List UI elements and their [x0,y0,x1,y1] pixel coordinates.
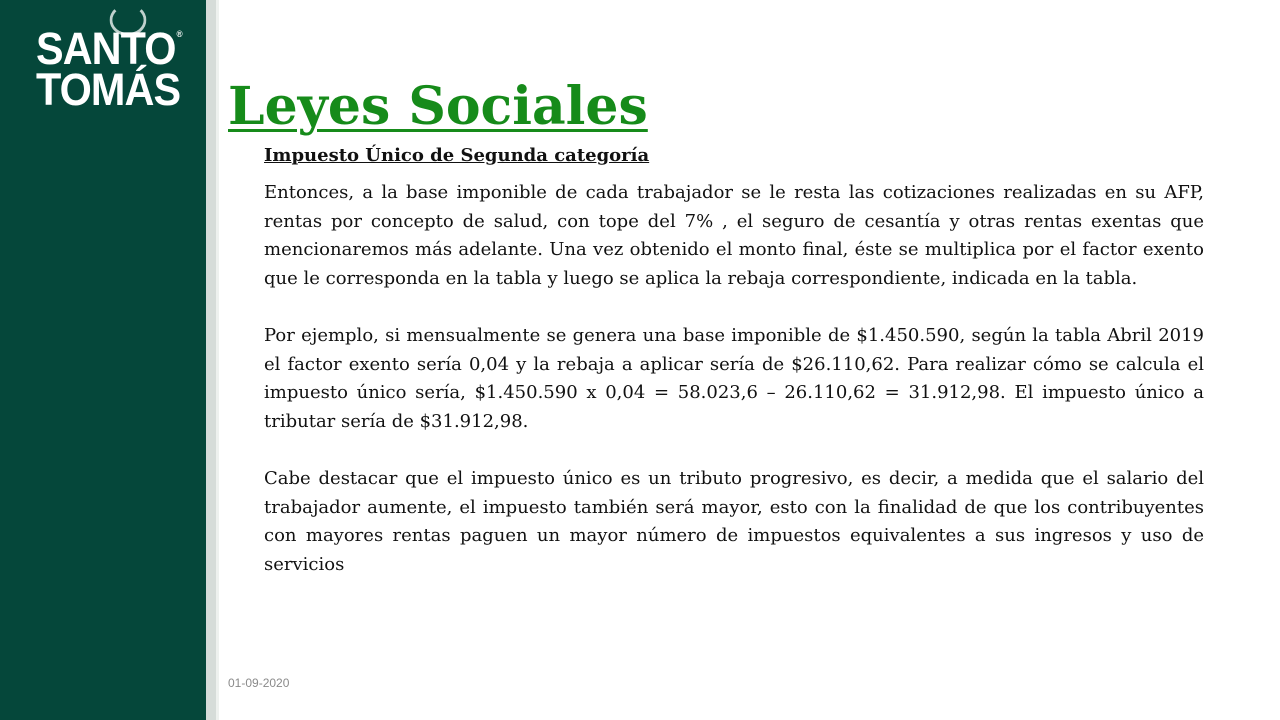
logo-arc-icon [110,4,147,36]
sidebar-divider [206,0,216,720]
paragraph-2: Por ejemplo, si mensualmente se genera una base imponible de $1.450.590, según la tabla Abril 2019 el factor exento sería 0,04 y la rebaja a aplicar sería de $26.110,62. Para realizar cómo se calcula el impuesto único sería, $1.450.590 x 0,04 = 58.023,6 – 26.110,62 = 31.912,98. El impuesto único a tributar sería de $31.912,98. [264,325,1204,432]
sidebar-divider-highlight [216,0,219,720]
sidebar-band [0,0,206,720]
slide-title: Leyes Sociales [228,76,648,137]
santo-tomas-logo [36,23,182,115]
slide-date: 01-09-2020 [228,676,290,690]
paragraph-1: Entonces, a la base imponible de cada trabajador se le resta las cotizaciones realizadas en su AFP, rentas por concepto de salud, con tope del 7% , el seguro de cesantía y otras rentas exentas que mencionaremos más adelante. Una vez obtenido el monto final, éste se multiplica por el factor exento que le corresponda en la tabla y luego se aplica la rebaja correspondiente, indicada en la tabla. [264,182,1204,289]
paragraph-3: Cabe destacar que el impuesto único es un tributo progresivo, es decir, a medida que el salario del trabajador aumente, el impuesto también será mayor, esto con la finalidad de que los contribuyentes con mayores rentas paguen un mayor número de impuestos equivalentes a sus ingresos y uso de servicios [264,468,1204,575]
logo-line-2: TOMÁS [36,64,181,115]
logo-line-1: SANTO® [36,23,182,74]
slide-body [264,142,1204,608]
slide-subtitle: Impuesto Único de Segunda categoría [264,145,650,166]
